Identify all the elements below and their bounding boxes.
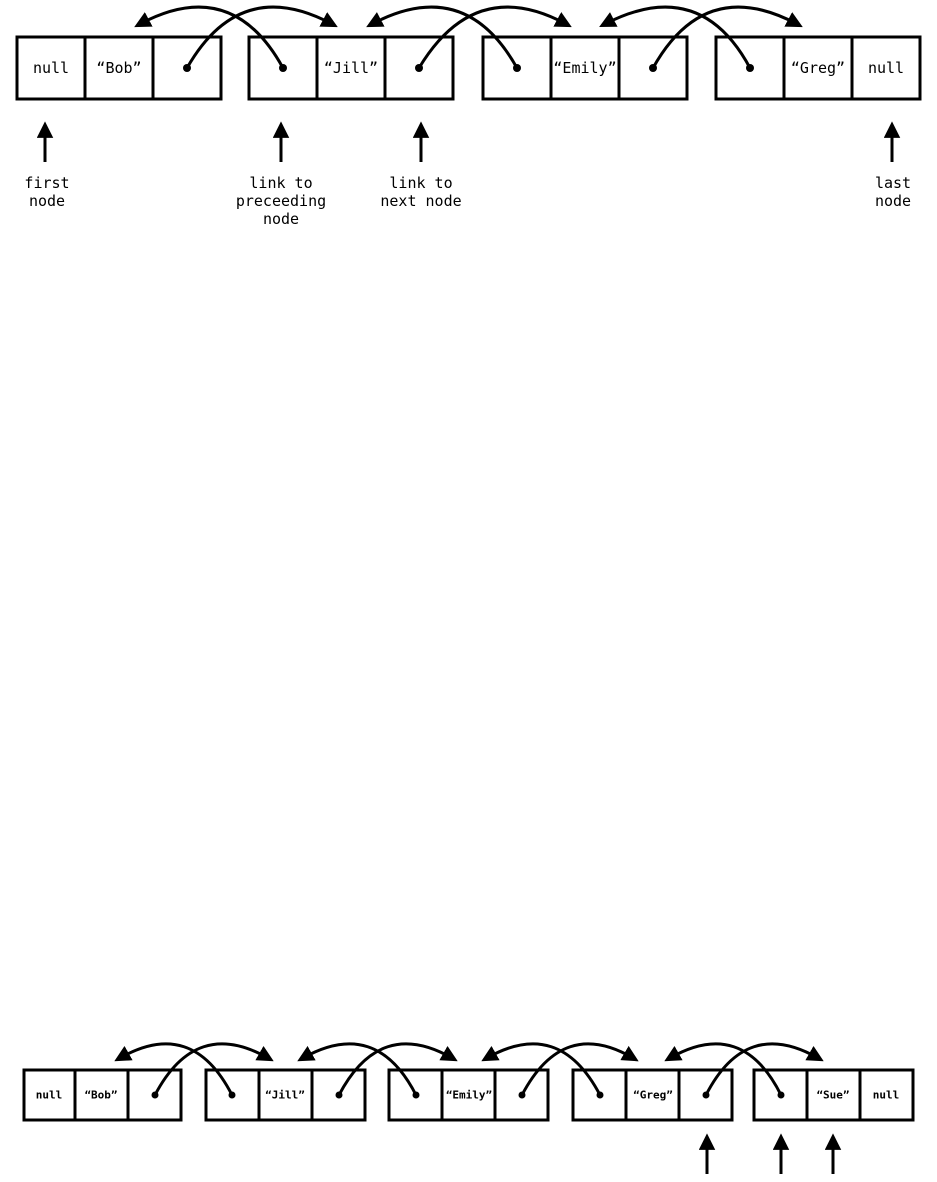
annotation-text-line: first: [24, 174, 70, 192]
top-node-2: [249, 37, 453, 99]
annotation-text-line: last: [874, 174, 912, 192]
node-data-text: “Bob”: [84, 1088, 118, 1102]
annotation-link-to-next-node: [380, 128, 461, 210]
node-data-text: “Emily”: [445, 1088, 493, 1102]
node-next-null-text: null: [867, 59, 905, 77]
node-data-text: “Jill”: [323, 59, 379, 77]
bottom-node-3: [389, 1070, 548, 1120]
annotation-text-line: node: [874, 192, 912, 210]
node-data-text: “Jill”: [265, 1088, 305, 1102]
node-prev-null-text: null: [35, 1088, 63, 1102]
node-prev-null-text: null: [32, 59, 70, 77]
top-node-3: [483, 37, 687, 99]
annotation-link-to-preceeding-node: [236, 128, 326, 228]
annotation-text-line: link to: [249, 174, 313, 192]
annotation-text-line: node: [28, 192, 66, 210]
node-data-text: “Sue”: [816, 1088, 850, 1102]
node-data-text: “Greg”: [790, 59, 846, 77]
top-node-1: [17, 37, 221, 99]
annotation-text-line: link to: [389, 174, 453, 192]
bottom-linked-list: [24, 1044, 913, 1174]
annotation-text-line: node: [262, 210, 300, 228]
node-data-text: “Greg”: [633, 1088, 673, 1102]
node-next-null-text: null: [872, 1088, 900, 1102]
top-node-4: [716, 37, 920, 99]
bottom-node-5: [754, 1070, 913, 1120]
annotation-text-line: next node: [380, 192, 462, 210]
bottom-node-4: [573, 1070, 732, 1120]
node-data-text: “Emily”: [553, 59, 617, 77]
top-linked-list: [17, 7, 920, 228]
annotation-last-node: [875, 128, 911, 210]
bottom-node-1: [24, 1070, 181, 1120]
bottom-node-2: [206, 1070, 365, 1120]
annotation-first-node: [24, 128, 69, 210]
node-data-text: “Bob”: [96, 59, 142, 77]
annotation-text-line: preceeding: [235, 192, 327, 210]
